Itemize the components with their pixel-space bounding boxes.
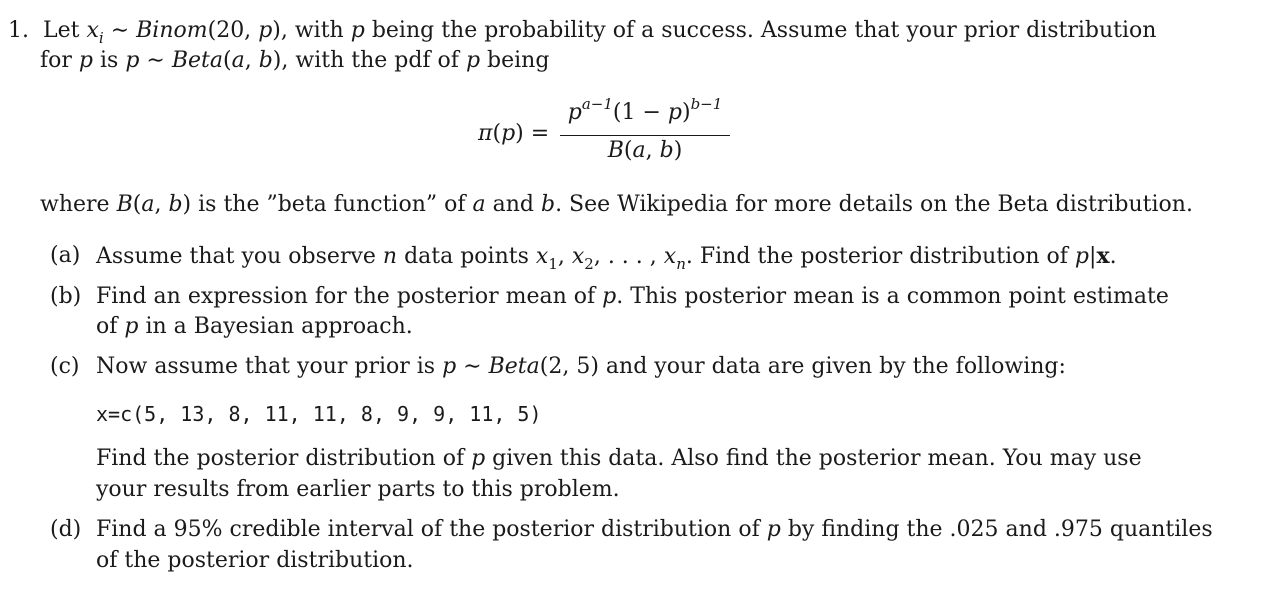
part-text: | [1089,244,1097,269]
formula-text: (1 − [612,100,668,125]
intro-text: (20, [207,18,259,43]
part-text: given this data. Also find the posterior mean. You may use [485,446,1142,471]
formula-lhs [478,120,549,148]
math-x: x [663,244,677,269]
math-p: p [125,48,140,73]
formula-text: ) [681,100,691,125]
math-subscript: i [98,29,104,47]
part-text: . Find the posterior distribution of [685,244,1075,269]
math-p: p [442,354,457,379]
math-b: b [168,192,183,217]
fraction-numerator [560,95,730,125]
fraction-bar [560,135,730,136]
where-text: and [485,192,541,217]
intro-line-2 [40,47,549,75]
math-a: a [472,192,486,217]
part-text: Find an expression for the posterior mean of [96,284,603,309]
part-text: (2, 5) and your data are given by the following: [539,354,1066,379]
intro-text: being the probability of a success. Assume that your prior distribution [364,18,1157,43]
part-c-line-1 [96,353,1066,381]
fraction-denominator [560,138,730,163]
math-binom: Binom [136,18,208,43]
part-c-label: (c) [50,354,80,379]
math-B: B [607,138,624,163]
code-line: x=c(5, 13, 8, 11, 11, 8, 9, 9, 11, 5) [96,402,542,426]
formula-text: ( [623,138,633,163]
formula-text: , [645,138,660,163]
math-p: p [258,18,273,43]
part-text: Find the posterior distribution of [96,446,472,471]
where-text: , [154,192,169,217]
intro-line-1 [8,17,1156,46]
part-b-line-1 [96,283,1169,311]
intro-text: for [40,48,79,73]
part-c-line-3 [96,445,1142,473]
part-text: , [557,244,572,269]
math-b: b [540,192,556,217]
formula-text: ) = [515,121,550,146]
part-text: ∼ [456,354,489,379]
where-text: where [40,192,117,217]
math-exponent: a−1 [581,95,613,113]
math-p: p [766,517,781,542]
math-a: a [141,192,155,217]
intro-text: is [93,48,126,73]
part-text: by finding the .025 and .975 quantiles [780,517,1213,542]
math-p: p [465,48,481,73]
intro-text: ∼ [139,48,172,73]
math-a: a [632,138,646,163]
part-text: Assume that you observe [96,244,383,269]
math-p: p [78,48,93,73]
math-x: x [535,244,549,269]
where-text: ) is the ”beta function” of [182,192,473,217]
math-n: n [382,244,398,269]
where-text: ( [132,192,142,217]
where-text: . See Wikipedia for more details on the Beta distribution. [555,192,1193,217]
intro-text: ), with the pdf of [272,48,466,73]
math-x: x [571,244,585,269]
intro-text: being [480,48,550,73]
part-text: of [96,314,125,339]
part-text: in a Bayesian approach. [138,314,413,339]
intro-text: ∼ [103,18,137,43]
part-text: your results from earlier parts to this problem. [96,477,620,502]
part-text: Now assume that your prior is [96,354,443,379]
formula-text: ) [673,138,683,163]
math-exponent: b−1 [690,95,723,113]
math-p: p [501,121,516,146]
part-text: data points [397,244,536,269]
math-p: p [667,100,682,125]
formula-text: ( [492,121,502,146]
math-subscript: 1 [548,255,558,273]
part-b-line-2 [96,313,413,341]
part-text: . [1109,244,1117,269]
intro-text: Let [43,18,87,43]
math-p: p [567,100,582,125]
intro-text: ), with [272,18,351,43]
math-bold-x: x [1096,243,1110,269]
part-d-line-1 [96,516,1213,544]
where-line [40,191,1193,219]
math-p: p [124,314,139,339]
math-B: B [116,192,133,217]
math-beta: Beta [488,354,540,379]
math-subscript: n [676,255,686,273]
math-p: p [602,284,617,309]
part-a-label: (a) [50,243,81,268]
math-p: p [471,446,486,471]
intro-text: ( [222,48,232,73]
math-p: p [350,18,365,43]
math-x: x [86,18,99,43]
part-d-line-2 [96,547,414,575]
math-pi: π [478,121,493,146]
part-d-label: (d) [50,517,82,542]
math-b: b [258,48,273,73]
part-text: Find a 95% credible interval of the posterior distribution of [96,517,767,542]
intro-text: , [244,48,259,73]
math-beta: Beta [171,48,223,73]
math-subscript: 2 [584,255,594,273]
math-a: a [231,48,245,73]
math-p: p [1074,244,1090,269]
math-b: b [659,138,674,163]
part-b-label: (b) [50,284,82,309]
part-text: . This posterior mean is a common point estimate [616,284,1169,309]
part-a-line-1 [96,242,1117,272]
part-c-line-4 [96,476,620,504]
part-text: of the posterior distribution. [96,548,414,573]
part-text: , . . . , [593,244,664,269]
problem-number: 1. [8,18,29,43]
